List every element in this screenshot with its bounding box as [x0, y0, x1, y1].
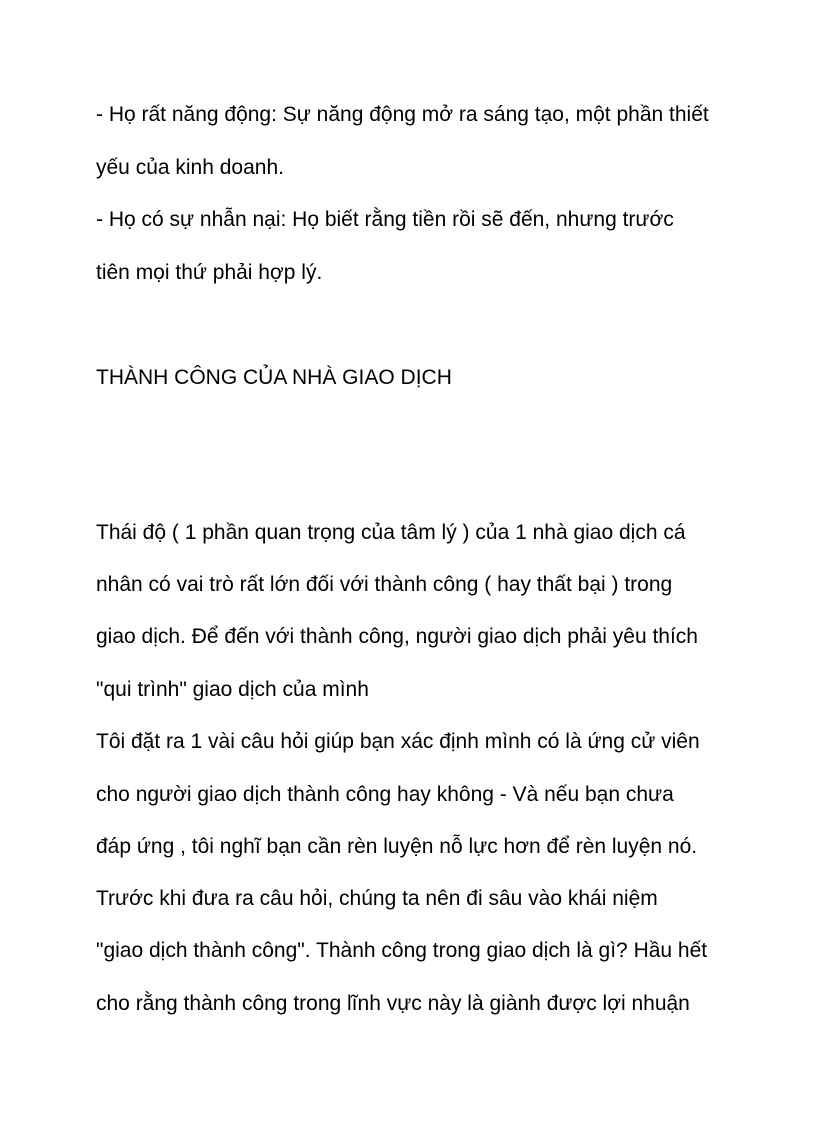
body-line-6: cho người giao dịch thành công hay không - Và nếu bạn chưa [96, 783, 674, 806]
body-line-7: đáp ứng , tôi nghĩ bạn cần rèn luyện nỗ lực hơn để rèn luyện nó. [96, 835, 698, 858]
intro-line-4: tiên mọi thứ phải hợp lý. [96, 261, 323, 284]
intro-line-1: - Họ rất năng động: Sự năng động mở ra sáng tạo, một phần thiết [96, 103, 709, 126]
body-line-10: cho rằng thành công trong lĩnh vực này là giành được lợi nhuận [96, 992, 690, 1015]
intro-line-3: - Họ có sự nhẫn nại: Họ biết rằng tiền rồi sẽ đến, nhưng trước [96, 208, 674, 231]
body-line-2: nhân có vai trò rất lớn đối với thành công ( hay thất bại ) trong [96, 573, 673, 596]
section-heading: THÀNH CÔNG CỦA NHÀ GIAO DỊCH [96, 366, 452, 389]
body-line-8: Trước khi đưa ra câu hỏi, chúng ta nên đi sâu vào khái niệm [96, 887, 658, 910]
body-line-1: Thái độ ( 1 phần quan trọng của tâm lý ) của 1 nhà giao dịch cá [96, 521, 686, 544]
body-line-5: Tôi đặt ra 1 vài câu hỏi giúp bạn xác định mình có là ứng cử viên [96, 730, 700, 753]
body-line-3: giao dịch. Để đến với thành công, người giao dịch phải yêu thích [96, 625, 698, 648]
body-line-9: "giao dịch thành công". Thành công trong giao dịch là gì? Hầu hết [96, 939, 708, 962]
intro-line-2: yếu của kinh doanh. [96, 156, 284, 179]
body-line-4: "qui trình" giao dịch của mình [96, 678, 369, 701]
